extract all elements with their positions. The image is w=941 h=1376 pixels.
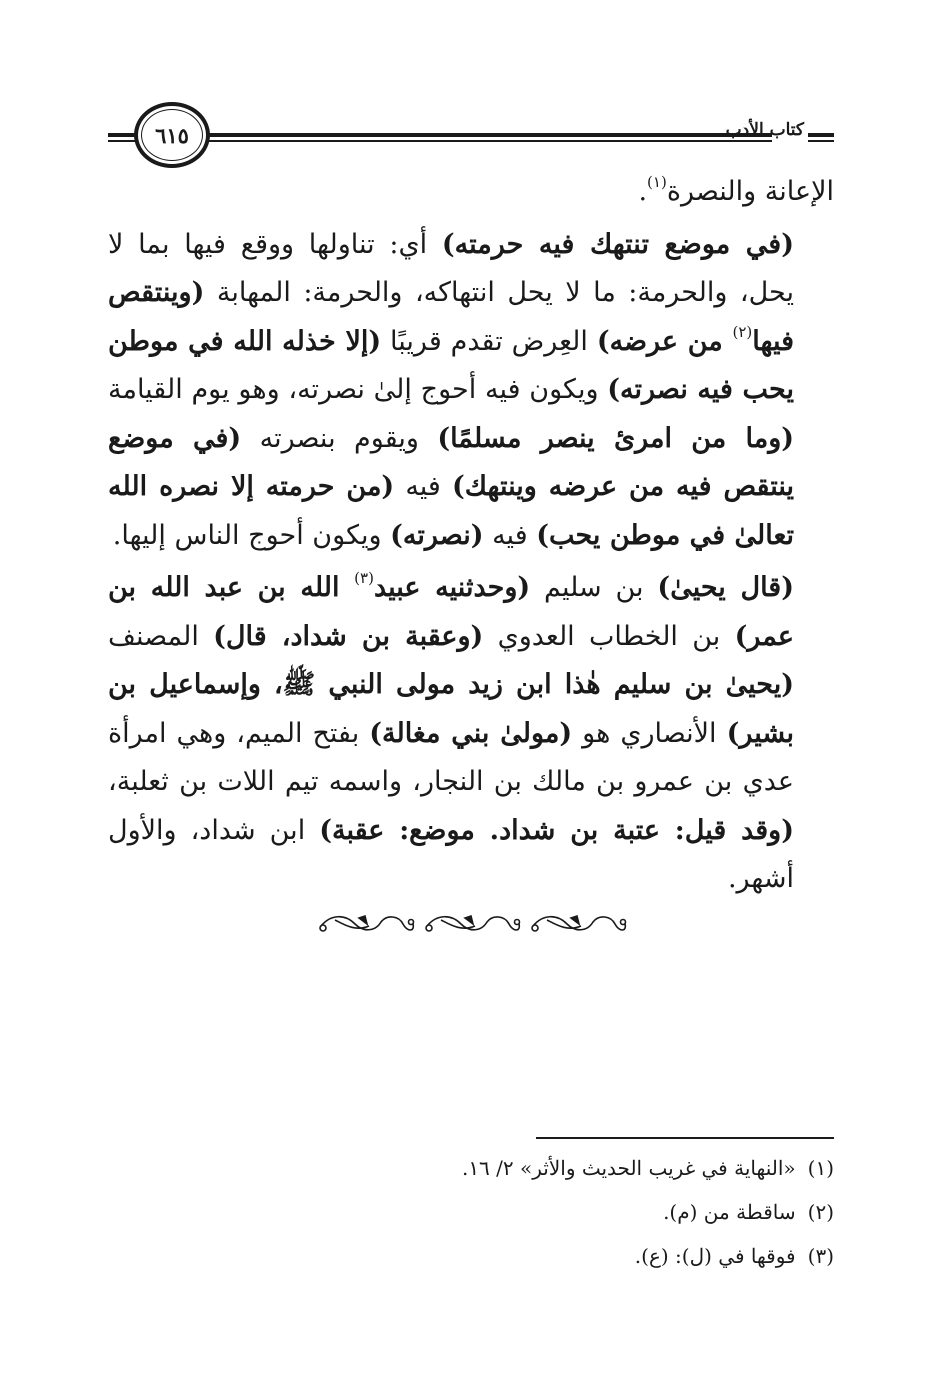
footnote — [300, 1234, 834, 1278]
footnote-ref: (١) — [647, 173, 667, 191]
quoted-text: (من حرمته إلا نصره الله تعالىٰ في موطن يحب) — [108, 471, 794, 551]
quoted-text: (في موضع تنتهك فيه حرمته) — [441, 228, 794, 260]
quoted-text: (وحدثنيه عبيد — [373, 572, 531, 603]
commentary-text: ويقوم بنصرته — [241, 422, 438, 454]
header-rule — [188, 140, 772, 142]
commentary-text: المصنف — [108, 620, 214, 652]
commentary-text: الإعانة والنصرة — [666, 176, 834, 207]
quoted-text: (يحيىٰ بن سليم هٰذا ابن زيد مولى النبي ﷺ، وإسماعيل بن بشير) — [108, 669, 794, 749]
commentary-text: بفتح الميم، وهي امرأة عدي بن عمرو بن مالك بن النجار، واسمه تيم اللات بن ثعلبة، — [108, 717, 794, 797]
quoted-text: (نصرته) — [390, 519, 484, 551]
commentary-text: أي: تناولها ووقع فيها بما لا يحل، والحرمة: ما لا يحل انتهاكه، والحرمة: المهابة — [108, 228, 794, 308]
paragraph — [108, 564, 834, 904]
quoted-text: (قال يحيىٰ) — [657, 572, 794, 603]
page-number: ٦١٥ — [155, 122, 189, 148]
quoted-text: الله بن عبد الله بن عمر) — [108, 572, 794, 652]
header-rule — [808, 140, 834, 142]
commentary-text: العِرض تقدم قريبًا — [381, 325, 597, 357]
paragraph — [108, 221, 834, 561]
header-rule — [108, 140, 136, 142]
quoted-text: (وعقبة بن شداد، قال) — [213, 620, 484, 652]
quoted-text: (وقد قيل: عتبة بن شداد. موضع: عقبة) — [319, 814, 794, 846]
footnote-number: (٣) — [807, 1244, 834, 1268]
footnote-ref: (٣) — [354, 569, 374, 587]
footnote-text: «النهاية في غريب الحديث والأثر» ٢/ ١٦. — [461, 1156, 796, 1180]
header-rule — [808, 133, 834, 137]
commentary-text: فيه — [483, 519, 537, 551]
floral-divider-icon — [315, 906, 627, 940]
page-number-badge — [134, 102, 210, 168]
commentary-text: ويكون أحوج الناس إليها. — [112, 519, 391, 551]
commentary-text: بن سليم — [530, 572, 658, 603]
footnote-text: ساقطة من (م). — [663, 1200, 796, 1224]
footnotes — [300, 1146, 834, 1278]
commentary-text: ابن شداد، والأول أشهر. — [108, 814, 794, 894]
header-rule — [108, 133, 136, 137]
quoted-text: (وما من امرئ ينصر مسلمًا) — [437, 422, 795, 454]
quoted-text: (مولىٰ بني مغالة) — [369, 717, 573, 749]
footnote-text: فوقها في (ل): (ع). — [634, 1244, 796, 1268]
footnote-number: (١) — [807, 1156, 834, 1180]
commentary-text: الأنصاري هو — [572, 717, 727, 749]
footnote — [300, 1146, 834, 1190]
quoted-text: (وينتقص فيها — [108, 277, 794, 357]
paragraph — [108, 168, 834, 217]
quoted-text: من عرضه) — [596, 325, 733, 357]
footnote-separator — [536, 1137, 834, 1139]
footnote — [300, 1190, 834, 1234]
commentary-text: فيه — [394, 471, 452, 502]
footnote-ref: (٢) — [732, 322, 753, 341]
quoted-text: (في موضع ينتقص فيه من عرضه وينتهك) — [108, 422, 795, 502]
running-title: كتاب الأدب — [725, 120, 804, 140]
header-rule — [188, 133, 772, 137]
commentary-text: . — [638, 176, 648, 207]
footnote-number: (٢) — [807, 1200, 834, 1224]
page-header — [108, 96, 834, 176]
commentary-text: بن الخطاب العدوي — [483, 620, 735, 652]
body-text — [108, 168, 834, 904]
quoted-text: (إلا خذله الله في موطن يحب فيه نصرته) — [108, 325, 794, 405]
commentary-text: ويكون فيه أحوج إلىٰ نصرته، وهو يوم القيامة — [108, 374, 608, 405]
